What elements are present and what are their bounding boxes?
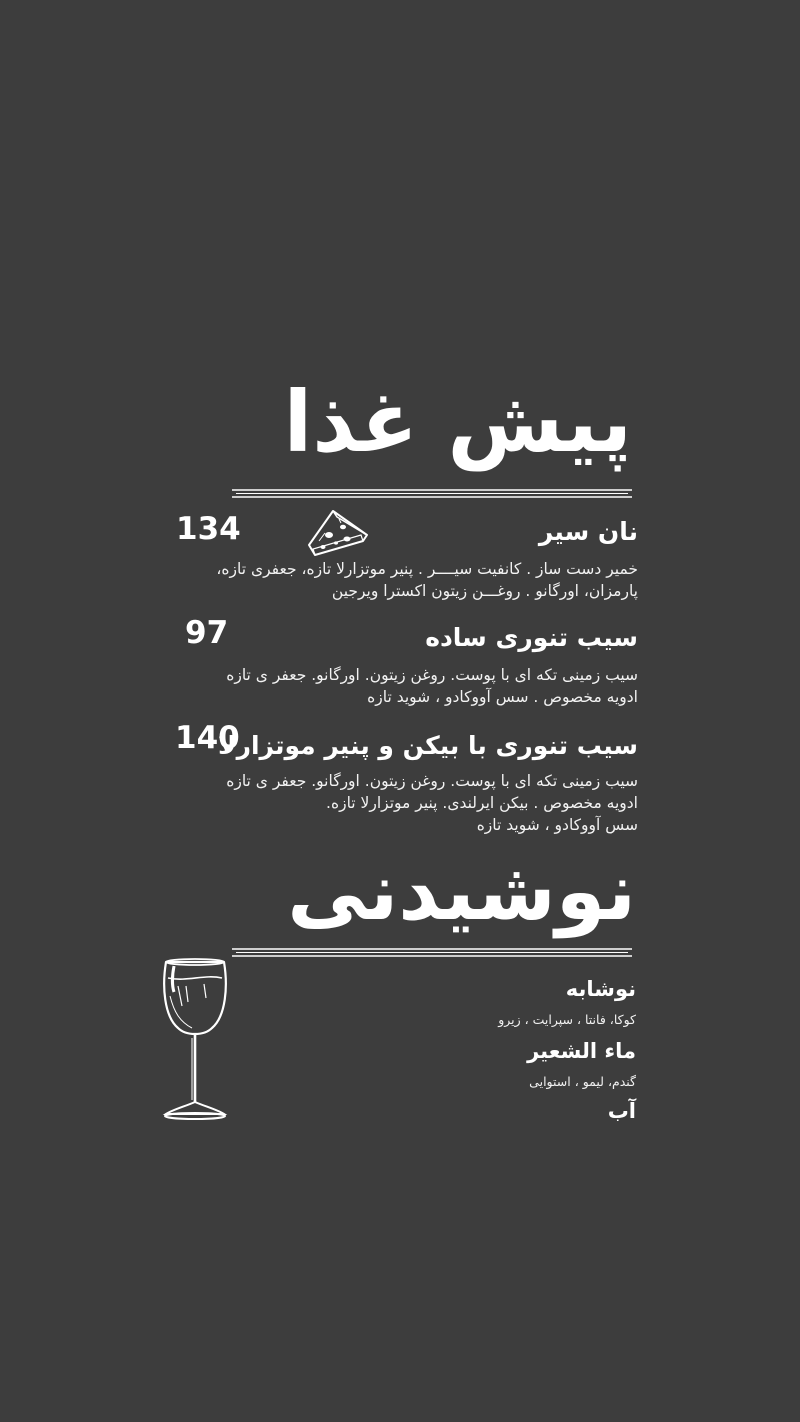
menu-item-name: سیب تنوری با بیکن و پنیر موتزارلا (217, 731, 638, 760)
drink-item-description: کوکا، فانتا ، سپرایت ، زیرو (498, 1012, 636, 1027)
appetizers-divider (232, 487, 632, 499)
drink-item-name: نوشابه (565, 977, 636, 1001)
description-line: سیب زمینی تکه ای با پوست. روغن زیتون. اورگانو. جعفر ی تازه (226, 772, 638, 790)
drink-item-description: گندم، لیمو ، استوایی (529, 1074, 636, 1089)
drinks-title: نوشیدنی (287, 845, 636, 938)
menu-item-description (216, 558, 638, 602)
description-line: پارمزان، اورگانو . روغـــن زیتون اکسترا ویرجین (331, 582, 638, 600)
appetizers-title: پیش غذا (283, 373, 632, 471)
description-line: سس آووکادو ، شوید تازه (476, 816, 638, 834)
wine-glass-icon (158, 956, 232, 1122)
menu-item-price: 134 (176, 511, 241, 547)
description-line: سیب زمینی تکه ای با پوست. روغن زیتون. اورگانو. جعفر ی تازه (226, 666, 638, 684)
drinks-divider (232, 946, 632, 958)
drink-item-name: آب (607, 1099, 636, 1123)
description-line: ادویه مخصوص . بیکن ایرلندی. پنیر موتزارلا تازه. (326, 794, 638, 812)
cheese-icon (303, 505, 373, 559)
menu-item-description (226, 664, 638, 708)
drink-item-name: ماء الشعیر (527, 1039, 636, 1063)
description-line: ادویه مخصوص . سس آووکادو ، شوید تازه (367, 688, 638, 706)
menu-item-name: سیب تنوری ساده (425, 623, 638, 652)
menu-item-description (226, 770, 638, 836)
menu-item-name: نان سیر (538, 517, 638, 546)
menu-item-price: 140 (175, 720, 240, 756)
menu-item-price: 97 (185, 615, 229, 651)
description-line: خمیر دست ساز . کانفیت سیــــر . پنیر موتزارلا تازه، جعفری تازه، (216, 560, 638, 578)
